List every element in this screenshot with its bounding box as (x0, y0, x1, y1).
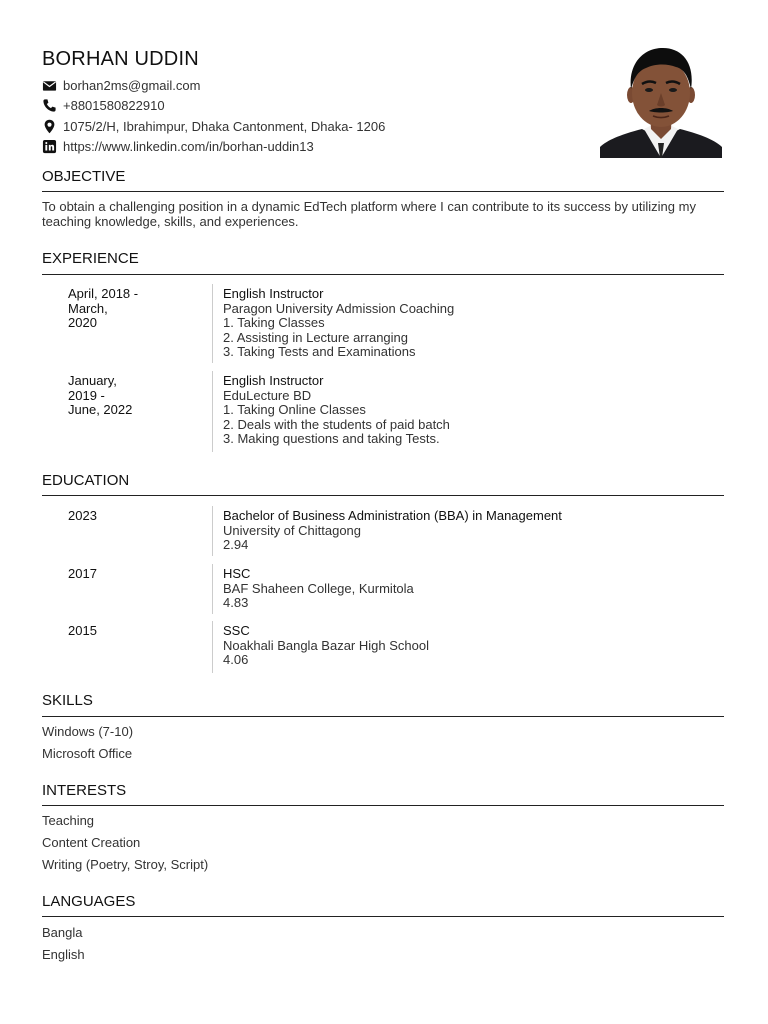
education-year: 2023 (68, 508, 97, 523)
experience-divider (42, 274, 724, 275)
grade: 2.94 (223, 537, 249, 552)
skill-item: Windows (7-10) (42, 724, 134, 739)
job-duty: 2. Assisting in Lecture arranging (223, 329, 408, 345)
education-entry (223, 567, 723, 611)
education-heading: EDUCATION (42, 472, 130, 489)
education-year: 2017 (68, 566, 97, 581)
location-pin-icon (42, 119, 57, 134)
education-entry (223, 624, 723, 668)
phone-icon (42, 98, 57, 113)
profile-photo (600, 43, 722, 158)
languages-divider (42, 916, 724, 917)
experience-heading: EXPERIENCE (42, 250, 139, 267)
date-line: January, (68, 373, 117, 388)
date-line: March, (68, 300, 108, 316)
linkedin-url: https://www.linkedin.com/in/borhan-uddin13 (63, 138, 314, 154)
timeline-bar (212, 284, 213, 363)
experience-entry (223, 287, 723, 360)
date-line: April, 2018 - (68, 286, 139, 301)
experience-dates (68, 374, 188, 418)
education-year: 2015 (68, 623, 97, 638)
interest-item: Teaching (42, 813, 95, 828)
degree-title: SSC (223, 623, 250, 638)
job-title: English Instructor (223, 373, 324, 388)
date-line: June, 2022 (68, 402, 133, 417)
grade: 4.06 (223, 652, 249, 667)
date-line: 2019 - (68, 387, 105, 403)
objective-heading: OBJECTIVE (42, 168, 126, 185)
skills-heading: SKILLS (42, 692, 93, 709)
education-entry (223, 509, 723, 553)
language-item: English (42, 947, 85, 962)
skill-item: Microsoft Office (42, 746, 133, 761)
degree-title: Bachelor of Business Administration (BBA) in Management (223, 508, 562, 523)
job-duty: 3. Making questions and taking Tests. (223, 431, 440, 446)
objective-divider (42, 191, 724, 192)
experience-entry (223, 374, 723, 447)
timeline-bar (212, 621, 213, 673)
address-text: 1075/2/H, Ibrahimpur, Dhaka Cantonment, Dhaka- 1206 (63, 118, 386, 134)
institution: BAF Shaheen College, Kurmitola (223, 580, 414, 596)
institution: University of Chittagong (223, 522, 362, 538)
phone-text: +8801580822910 (63, 97, 165, 113)
job-organization: EduLecture BD (223, 387, 312, 403)
job-duty: 3. Taking Tests and Examinations (223, 344, 416, 359)
timeline-bar (212, 506, 213, 556)
degree-title: HSC (223, 566, 251, 581)
interests-heading: INTERESTS (42, 782, 127, 799)
contact-email[interactable] (42, 75, 582, 95)
email-text: borhan2ms@gmail.com (63, 77, 201, 93)
job-title: English Instructor (223, 286, 324, 301)
email-icon (42, 78, 57, 93)
experience-dates (68, 287, 188, 331)
job-organization: Paragon University Admission Coaching (223, 300, 455, 316)
candidate-name: BORHAN UDDIN (42, 48, 199, 70)
timeline-bar (212, 564, 213, 614)
grade: 4.83 (223, 595, 249, 610)
job-duty: 1. Taking Online Classes (223, 402, 366, 417)
contact-phone[interactable] (42, 95, 582, 115)
interest-item: Content Creation (42, 835, 141, 850)
interests-divider (42, 805, 724, 806)
contact-linkedin[interactable] (42, 136, 582, 156)
contact-address (42, 116, 582, 136)
language-item: Bangla (42, 925, 83, 940)
objective-text: To obtain a challenging position in a dynamic EdTech platform where I can contribute to its success by utilizing my teaching knowledge, skills, and experiences. (42, 199, 696, 229)
interest-item: Writing (Poetry, Stroy, Script) (42, 857, 209, 872)
linkedin-icon (42, 139, 57, 154)
languages-heading: LANGUAGES (42, 893, 136, 910)
institution: Noakhali Bangla Bazar High School (223, 637, 429, 653)
date-line: 2020 (68, 315, 97, 330)
job-duty: 1. Taking Classes (223, 315, 325, 330)
education-divider (42, 495, 724, 496)
skills-divider (42, 716, 724, 717)
job-duty: 2. Deals with the students of paid batch (223, 416, 450, 432)
timeline-bar (212, 371, 213, 452)
